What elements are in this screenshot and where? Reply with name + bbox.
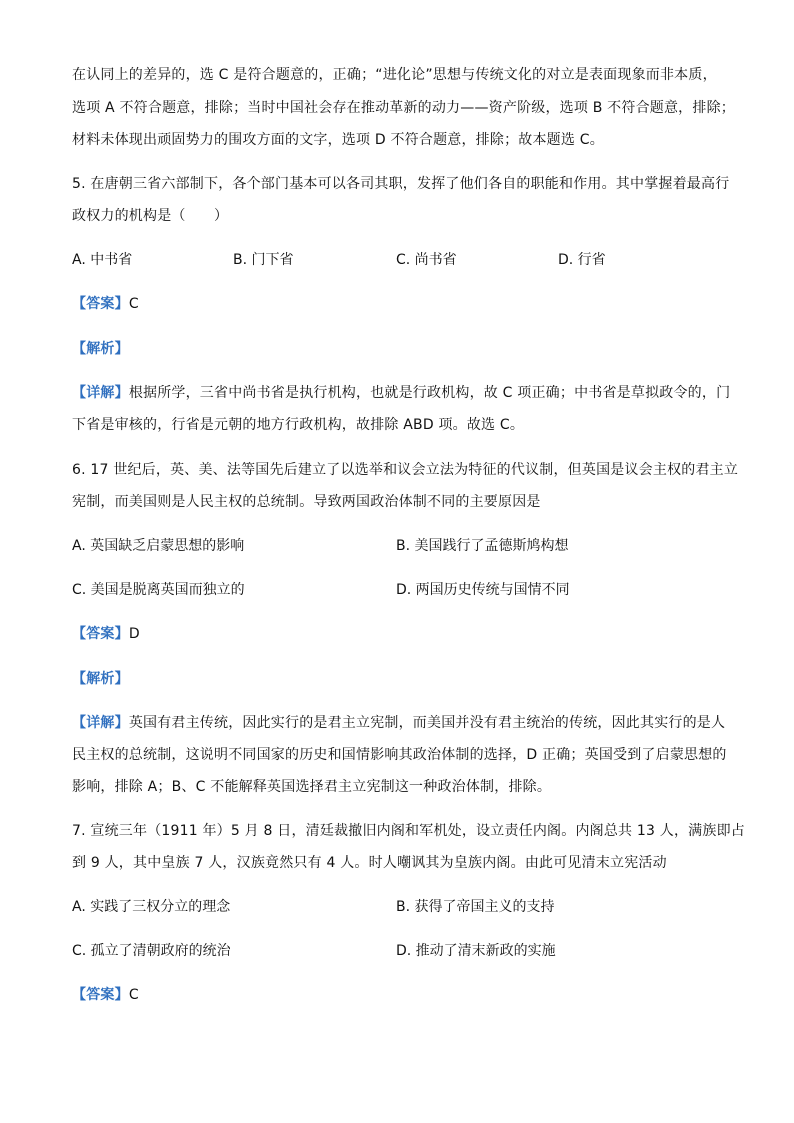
q6-option-b: B. 美国践行了孟德斯鸠构想 — [396, 538, 569, 554]
q6-option-a: A. 英国缺乏启蒙思想的影响 — [72, 538, 245, 554]
q6-stem-line-1: 6. 17 世纪后，英、美、法等国先后建立了以选举和议会立法为特征的代议制，但英国是议会主权的君主立 — [72, 462, 739, 478]
q5-detail-line-2: 下省是审核的，行省是元朝的地方行政机构，故排除 ABD 项。故选 C。 — [72, 417, 525, 433]
q5-answer-tag: 【答案】 — [72, 296, 129, 312]
q6-answer-value: D — [128, 626, 140, 642]
q7-answer-row — [72, 986, 139, 1004]
q7-option-b: B. 获得了帝国主义的支持 — [396, 899, 555, 915]
q6-detail-tag: 【详解】 — [72, 715, 129, 731]
q5-stem-line-1: 5. 在唐朝三省六部制下，各个部门基本可以各司其职，发挥了他们各自的职能和作用。其中掌握着最高行 — [72, 176, 730, 192]
q5-analysis-row — [72, 340, 129, 358]
q6-detail-line-2: 民主权的总统制，这说明不同国家的历史和国情影响其政治体制的选择，D 正确；英国受到了启蒙思想的 — [72, 747, 727, 763]
q7-answer-tag: 【答案】 — [72, 987, 129, 1003]
q7-option-a: A. 实践了三权分立的理念 — [72, 899, 231, 915]
q5-option-b: B. 门下省 — [233, 252, 294, 268]
q7-stem-line-1: 7. 宣统三年（1911 年）5 月 8 日，清廷裁撤旧内阁和军机处，设立责任内阁。内阁总共 13 人，满族即占 — [72, 823, 745, 839]
q6-analysis-tag: 【解析】 — [72, 671, 129, 687]
q5-option-c: C. 尚书省 — [396, 252, 457, 268]
continuation-line-3: 材料未体现出顽固势力的围攻方面的文字，选项 D 不符合题意，排除；故本题选 C。 — [72, 132, 604, 148]
q6-answer-row — [72, 625, 140, 643]
q5-answer-row — [72, 295, 139, 313]
q6-detail-line-3: 影响，排除 A；B、C 不能解释英国选择君主立宪制这一种政治体制，排除。 — [72, 779, 552, 795]
q6-stem-line-2: 宪制，而美国则是人民主权的总统制。导致两国政治体制不同的主要原因是 — [72, 494, 541, 510]
q5-detail-text-1: 根据所学，三省中尚书省是执行机构，也就是行政机构，故 C 项正确；中书省是草拟政令的，门 — [128, 385, 731, 401]
q7-answer-value: C — [128, 987, 139, 1003]
q5-stem-line-2: 政权力的机构是（ ） — [72, 208, 229, 224]
q5-detail-tag: 【详解】 — [72, 385, 129, 401]
continuation-line-1: 在认同上的差异的，选 C 是符合题意的，正确；“进化论”思想与传统文化的对立是表面现象而非本质， — [72, 67, 717, 83]
q6-analysis-row — [72, 670, 129, 688]
q5-option-a: A. 中书省 — [72, 252, 133, 268]
q5-analysis-tag: 【解析】 — [72, 341, 129, 357]
q6-option-d: D. 两国历史传统与国情不同 — [396, 582, 570, 598]
q7-stem-line-2: 到 9 人，其中皇族 7 人，汉族竟然只有 4 人。时人嘲讽其为皇族内阁。由此可见清末立宪活动 — [72, 855, 667, 871]
q6-detail-line-1 — [72, 714, 725, 732]
q6-option-c: C. 美国是脱离英国而独立的 — [72, 582, 245, 598]
q6-detail-text-1: 英国有君主传统，因此实行的是君主立宪制，而美国并没有君主统治的传统，因此其实行的是人 — [128, 715, 726, 731]
continuation-line-2: 选项 A 不符合题意，排除；当时中国社会存在推动革新的动力——资产阶级，选项 B 不符合题意，排除； — [72, 100, 735, 116]
q6-answer-tag: 【答案】 — [72, 626, 129, 642]
q5-detail-line-1 — [72, 384, 730, 402]
q5-answer-value: C — [128, 296, 139, 312]
q7-option-c: C. 孤立了清朝政府的统治 — [72, 943, 231, 959]
q5-option-d: D. 行省 — [558, 252, 606, 268]
q7-option-d: D. 推动了清末新政的实施 — [396, 943, 556, 959]
